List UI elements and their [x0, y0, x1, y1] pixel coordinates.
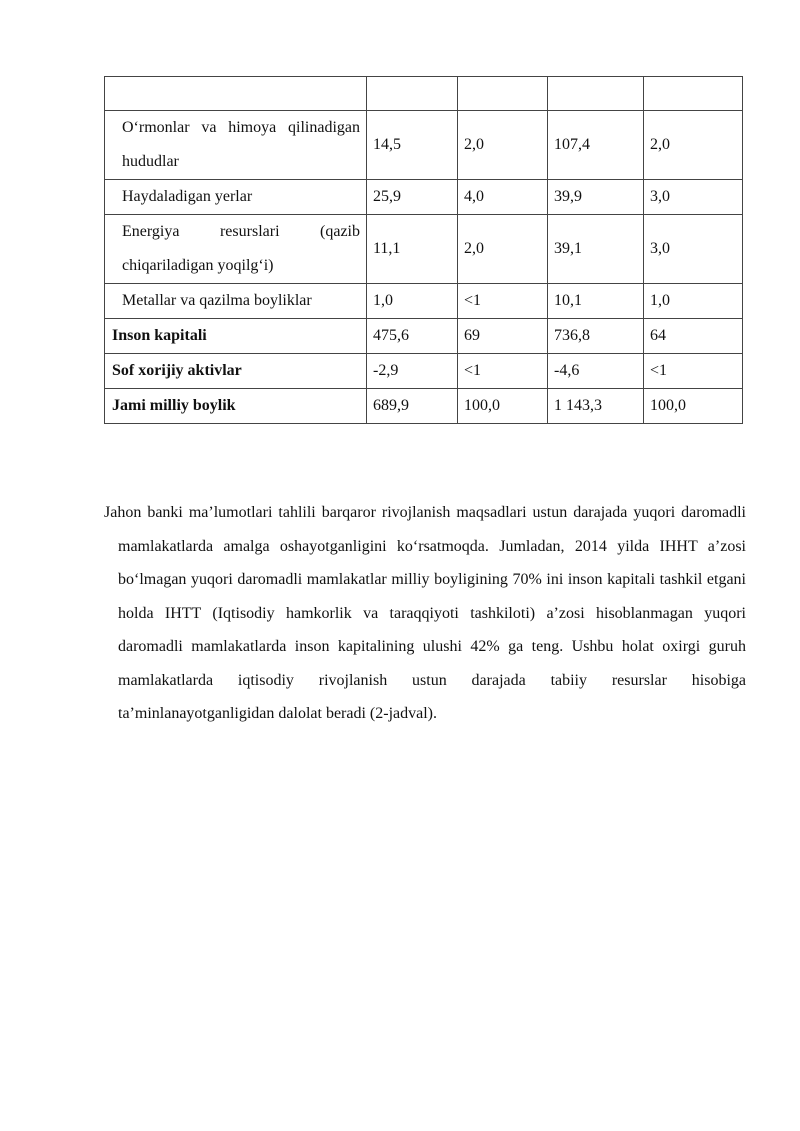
row-label: Energiya resurslari (qazib chiqariladigan yoqilg‘i) [105, 215, 367, 284]
table-cell: 107,4 [548, 111, 644, 180]
table-cell: 689,9 [367, 389, 458, 424]
table-cell: 736,8 [548, 319, 644, 354]
row-label: Metallar va qazilma boyliklar [105, 284, 367, 319]
body-paragraph: Jahon banki ma’lumotlari tahlili barqaror rivojlanish maqsadlari ustun darajada yuqori daromadli mamlakatlarda amalga oshayotganligini ko‘rsatmoqda. Jumladan, 2014 yilda IHHT a’zosi bo‘lmagan yuqori daromadli mamlakatlar milliy boyligining 70% ini inson kapitali tashkil etgani holda IHTT (Iqtisodiy hamkorlik va taraqqiyoti tashkiloti) a’zosi hisoblanmagan yuqori daromadli mamlakatlarda inson kapitalining ulushi 42% ga teng. Ushbu holat oxirgi guruh mamlakatlarda iqtisodiy rivojlanish ustun darajada tabiiy resurslar hisobiga ta’minlanayotganligidan dalolat beradi (2-jadval). [104, 504, 746, 722]
table-row [105, 284, 743, 319]
table-row [105, 319, 743, 354]
table-cell: 1,0 [644, 284, 743, 319]
table-cell: 69 [458, 319, 548, 354]
table-cell: 10,1 [548, 284, 644, 319]
row-label: O‘rmonlar va himoya qilinadigan hududlar [105, 111, 367, 180]
table-cell: <1 [458, 284, 548, 319]
table-cell: 2,0 [458, 215, 548, 284]
table-cell: 4,0 [458, 180, 548, 215]
table-cell: 64 [644, 319, 743, 354]
table-row [105, 180, 743, 215]
table-row [105, 111, 743, 180]
table-cell: 100,0 [644, 389, 743, 424]
row-label: Inson kapitali [105, 319, 367, 354]
table-cell: 100,0 [458, 389, 548, 424]
table-cell: 39,1 [548, 215, 644, 284]
table-cell: 3,0 [644, 215, 743, 284]
table-cell: 2,0 [458, 111, 548, 180]
row-label: Jami milliy boylik [105, 389, 367, 424]
table-cell: 3,0 [644, 180, 743, 215]
table-cell: 2,0 [644, 111, 743, 180]
row-label: Haydaladigan yerlar [105, 180, 367, 215]
table-cell [458, 77, 548, 111]
table-row [105, 354, 743, 389]
table-cell: -4,6 [548, 354, 644, 389]
wealth-table [104, 76, 743, 424]
table-cell [548, 77, 644, 111]
table-cell: 25,9 [367, 180, 458, 215]
table-cell: -2,9 [367, 354, 458, 389]
table-cell [105, 77, 367, 111]
table-row [105, 215, 743, 284]
table-cell: <1 [644, 354, 743, 389]
table-cell: 14,5 [367, 111, 458, 180]
table-cell: 1 143,3 [548, 389, 644, 424]
table-cell: 1,0 [367, 284, 458, 319]
table-cell [367, 77, 458, 111]
table-cell: 11,1 [367, 215, 458, 284]
table-row [105, 389, 743, 424]
table-cell: <1 [458, 354, 548, 389]
table-cell: 39,9 [548, 180, 644, 215]
table-row-empty [105, 77, 743, 111]
table-cell [644, 77, 743, 111]
table-cell: 475,6 [367, 319, 458, 354]
row-label: Sof xorijiy aktivlar [105, 354, 367, 389]
